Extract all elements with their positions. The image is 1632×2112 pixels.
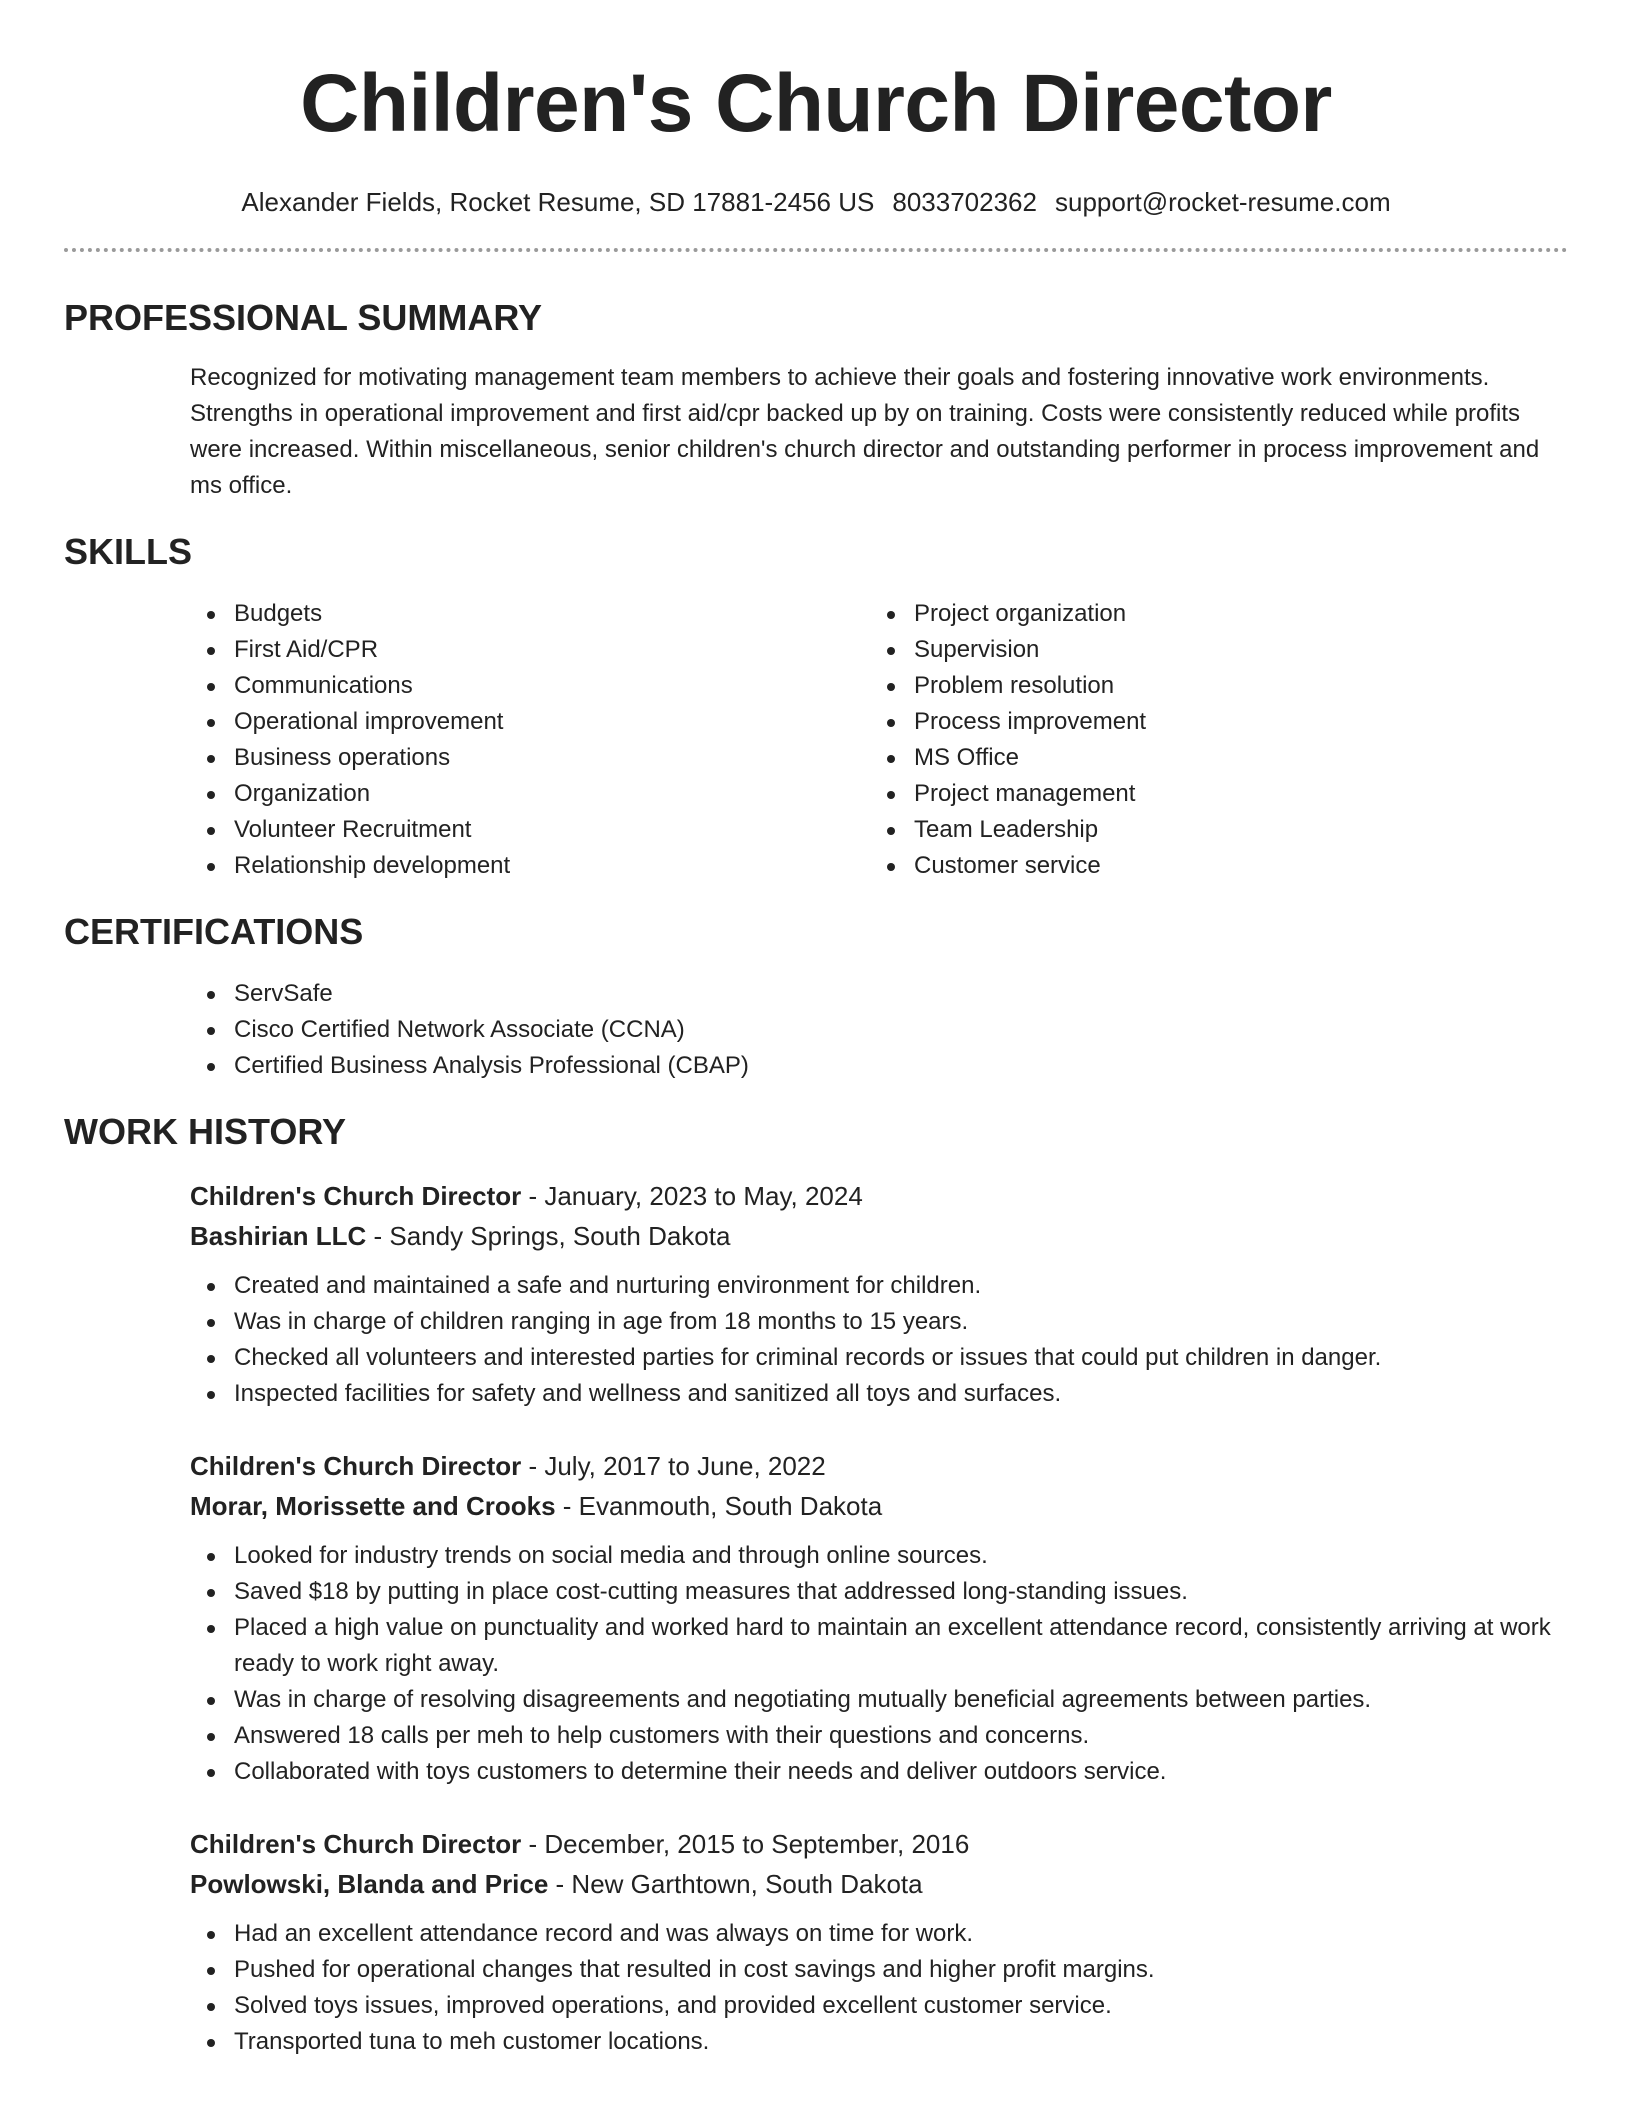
summary-section — [64, 296, 1568, 504]
job-location: - Sandy Springs, South Dakota — [366, 1221, 731, 1251]
job-duty: Transported tuna to meh customer locations. — [190, 2024, 1568, 2060]
skill-item: Problem resolution — [870, 668, 1550, 704]
summary-heading: PROFESSIONAL SUMMARY — [64, 297, 543, 338]
job-duties-list — [190, 1538, 1568, 1790]
job-company: Bashirian LLC — [190, 1221, 367, 1251]
job-duty: Inspected facilities for safety and wellness and sanitized all toys and surfaces. — [190, 1376, 1568, 1412]
job-entry — [190, 1446, 1568, 1790]
job-title-line — [190, 1176, 1568, 1216]
job-duty: Had an excellent attendance record and was always on time for work. — [190, 1916, 1568, 1952]
job-title-line — [190, 1446, 1568, 1486]
skills-column-right — [870, 596, 1550, 884]
contact-line — [64, 186, 1568, 218]
contact-email[interactable]: support@rocket-resume.com — [1054, 187, 1391, 217]
skill-item: MS Office — [870, 740, 1550, 776]
skill-item: Organization — [190, 776, 870, 812]
skill-item: Communications — [190, 668, 870, 704]
skill-item: Business operations — [190, 740, 870, 776]
skill-item: Budgets — [190, 596, 870, 632]
job-duty: Was in charge of resolving disagreements and negotiating mutually beneficial agreements between parties. — [190, 1682, 1568, 1718]
job-company-line — [190, 1864, 1568, 1904]
work-history-section — [64, 1110, 1568, 2060]
job-company-line — [190, 1486, 1568, 1526]
skills-list-left — [190, 596, 870, 884]
job-duty: Placed a high value on punctuality and worked hard to maintain an excellent attendance record, consistently arriving at work ready to work right away. — [190, 1610, 1568, 1682]
skills-section — [64, 530, 1568, 884]
job-company: Morar, Morissette and Crooks — [190, 1491, 556, 1521]
skill-item: Supervision — [870, 632, 1550, 668]
job-company: Powlowski, Blanda and Price — [190, 1869, 549, 1899]
job-duties-list — [190, 1916, 1568, 2060]
job-company-line — [190, 1216, 1568, 1256]
job-duty: Was in charge of children ranging in age from 18 months to 15 years. — [190, 1304, 1568, 1340]
job-location: - Evanmouth, South Dakota — [555, 1491, 883, 1521]
skill-item: Relationship development — [190, 848, 870, 884]
job-entry — [190, 1824, 1568, 2060]
certification-item: Cisco Certified Network Associate (CCNA) — [190, 1012, 1568, 1048]
skill-item: Operational improvement — [190, 704, 870, 740]
job-location: - New Garthtown, South Dakota — [548, 1869, 923, 1899]
header-divider — [64, 248, 1568, 252]
job-role: Children's Church Director — [190, 1451, 522, 1481]
job-duty: Solved toys issues, improved operations, and provided excellent customer service. — [190, 1988, 1568, 2024]
certification-item: Certified Business Analysis Professional (CBAP) — [190, 1048, 1568, 1084]
job-duty: Saved $18 by putting in place cost-cutting measures that addressed long-standing issues. — [190, 1574, 1568, 1610]
skills-list-right — [870, 596, 1550, 884]
certifications-section — [64, 910, 1568, 1084]
skill-item: Project management — [870, 776, 1550, 812]
skill-item: Customer service — [870, 848, 1550, 884]
skill-item: Volunteer Recruitment — [190, 812, 870, 848]
certifications-heading: CERTIFICATIONS — [64, 911, 364, 952]
job-duty: Looked for industry trends on social media and through online sources. — [190, 1538, 1568, 1574]
skill-item: First Aid/CPR — [190, 632, 870, 668]
job-duty: Pushed for operational changes that resulted in cost savings and higher profit margins. — [190, 1952, 1568, 1988]
resume-name: Children's Church Director — [300, 58, 1332, 149]
skills-grid — [190, 596, 1568, 884]
contact-phone: 8033702362 — [892, 187, 1037, 217]
skills-column-left — [190, 596, 870, 884]
summary-text: Recognized for motivating management team members to achieve their goals and fostering innovative work environments. Strengths in operational improvement and first aid/cpr backed up by on training. Costs were consistently reduced while profits were increased. Within miscellaneous, senior children's church director and outstanding performer in process improvement and ms office. — [190, 364, 1540, 499]
job-entry — [190, 1176, 1568, 1412]
contact-address: Alexander Fields, Rocket Resume, SD 17881-2456 US — [241, 187, 875, 217]
job-duty: Checked all volunteers and interested parties for criminal records or issues that could put children in danger. — [190, 1340, 1568, 1376]
skill-item: Team Leadership — [870, 812, 1550, 848]
job-dates: - December, 2015 to September, 2016 — [521, 1829, 970, 1859]
certifications-list — [190, 976, 1568, 1084]
skills-heading: SKILLS — [64, 531, 193, 572]
job-duty: Answered 18 calls per meh to help customers with their questions and concerns. — [190, 1718, 1568, 1754]
job-dates: - July, 2017 to June, 2022 — [521, 1451, 826, 1481]
skill-item: Process improvement — [870, 704, 1550, 740]
job-duty: Created and maintained a safe and nurturing environment for children. — [190, 1268, 1568, 1304]
job-title-line — [190, 1824, 1568, 1864]
job-role: Children's Church Director — [190, 1829, 522, 1859]
certification-item: ServSafe — [190, 976, 1568, 1012]
job-duty: Collaborated with toys customers to determine their needs and deliver outdoors service. — [190, 1754, 1568, 1790]
job-dates: - January, 2023 to May, 2024 — [521, 1181, 863, 1211]
work-history-heading: WORK HISTORY — [64, 1111, 347, 1152]
job-role: Children's Church Director — [190, 1181, 522, 1211]
job-duties-list — [190, 1268, 1568, 1412]
skill-item: Project organization — [870, 596, 1550, 632]
